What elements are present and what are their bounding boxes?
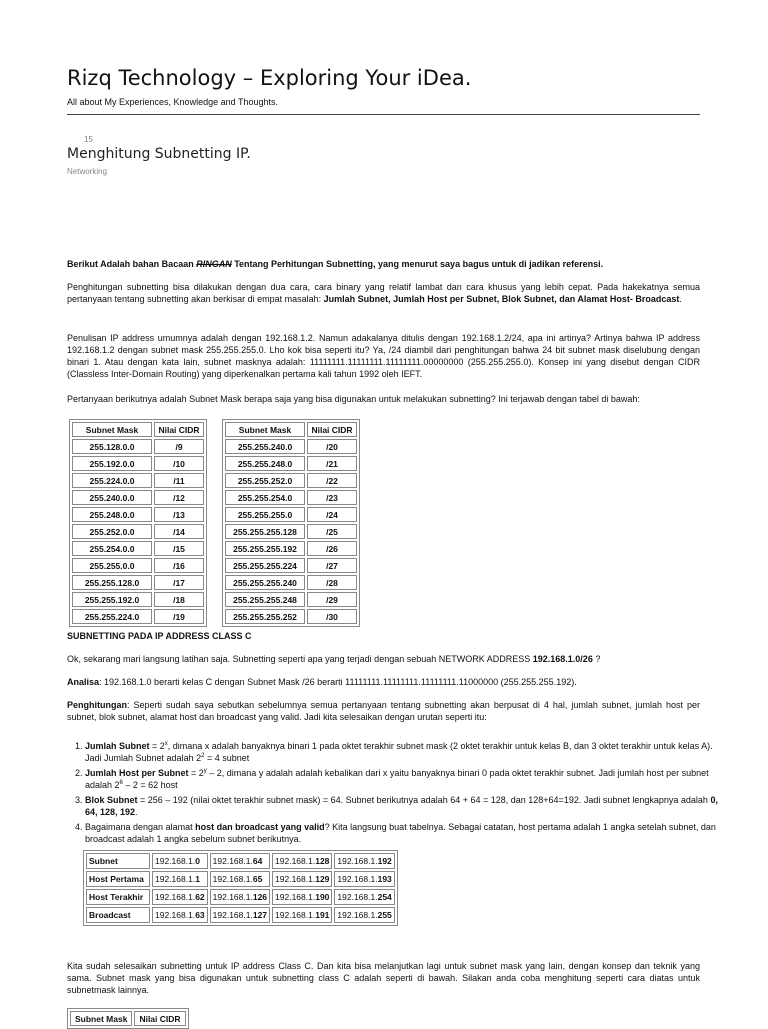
list-item: 1. Jumlah Subnet = $2^x$, dimana x adalah banyaknya binari 1 pada oktet terakhir subnet mask (2 oktet terakhir untuk kelas B, dan 3 oktet terakhir untuk kelas A). Jadi Jumlah Subnet adalah $2^2 = 4$ subnet	[85, 740, 718, 764]
cidr-cell: /27	[307, 558, 357, 573]
col-nilai-cidr: Nilai CIDR	[134, 1011, 185, 1026]
ip-last-octet: 63	[195, 910, 205, 920]
ip-last-octet: 190	[315, 892, 330, 902]
ip-cell	[334, 871, 394, 887]
ip-last-octet: 193	[377, 874, 392, 884]
ip-cell	[210, 871, 270, 887]
cidr-cell: /30	[307, 609, 357, 624]
ip-prefix: 192.168.1.	[275, 910, 316, 920]
ip-cell	[272, 871, 332, 887]
row-label: Host Pertama	[86, 871, 150, 887]
row-label: Broadcast	[86, 907, 150, 923]
ip-cell	[152, 853, 208, 869]
cidr-cell: /16	[154, 558, 204, 573]
cidr-cell: /22	[307, 473, 357, 488]
subnet-mask-cell: 255.255.240.0	[225, 439, 305, 454]
table-row	[72, 609, 204, 624]
subnet-mask-cell: 255.240.0.0	[72, 490, 152, 505]
table-row	[225, 456, 357, 471]
ip-cell	[334, 907, 394, 923]
subnet-mask-cell: 255.252.0.0	[72, 524, 152, 539]
cidr-cell: /12	[154, 490, 204, 505]
ip-cell	[152, 871, 208, 887]
cidr-table-left	[69, 419, 207, 627]
ip-prefix: 192.168.1.	[155, 892, 196, 902]
cidr-table-class-c	[67, 1008, 189, 1029]
subnet-mask-cell: 255.255.255.224	[225, 558, 305, 573]
ip-prefix: 192.168.1.	[212, 856, 253, 866]
ip-prefix: 192.168.1.	[337, 856, 378, 866]
table-row	[72, 524, 204, 539]
ip-prefix: 192.168.1.	[275, 892, 316, 902]
ip-last-octet: 62	[195, 892, 205, 902]
subnet-mask-cell: 255.254.0.0	[72, 541, 152, 556]
ip-prefix: 192.168.1.	[212, 874, 253, 884]
subnet-mask-cell: 255.255.224.0	[72, 609, 152, 624]
subnet-mask-cell: 255.255.252.0	[225, 473, 305, 488]
subnet-mask-cell: 255.248.0.0	[72, 507, 152, 522]
ip-last-octet: 254	[377, 892, 392, 902]
ip-cell	[210, 853, 270, 869]
table-row	[72, 592, 204, 607]
ip-prefix: 192.168.1.	[275, 874, 316, 884]
paragraph-7: Kita sudah selesaikan subnetting untuk IP address Class C. Dan kita bisa melanjutkan lagi untuk subnet mask yang lain, dengan konsep dan teknik yang sama. Subnet mask yang bisa digunakan untuk subnetting class C adalah seperti di bawah. Silakan anda coba menghitung seperti cara diatas untuk subnetmask lainnya.	[67, 961, 700, 995]
cidr-cell: /11	[154, 473, 204, 488]
table-row	[86, 853, 395, 869]
table-row	[72, 541, 204, 556]
col-nilai-cidr: Nilai CIDR	[154, 422, 204, 437]
table-row	[72, 558, 204, 573]
ip-prefix: 192.168.1.	[155, 856, 196, 866]
cidr-cell: /24	[307, 507, 357, 522]
ip-prefix: 192.168.1.	[212, 910, 253, 920]
cidr-cell: /21	[307, 456, 357, 471]
cidr-cell: /13	[154, 507, 204, 522]
cidr-cell: /14	[154, 524, 204, 539]
subnet-mask-cell: 255.255.0.0	[72, 558, 152, 573]
cidr-cell: /25	[307, 524, 357, 539]
subnet-mask-cell: 255.255.128.0	[72, 575, 152, 590]
ip-prefix: 192.168.1.	[155, 910, 196, 920]
cidr-cell: /17	[154, 575, 204, 590]
table-row	[225, 609, 357, 624]
subnet-mask-cell: 255.255.255.240	[225, 575, 305, 590]
host-broadcast-table	[83, 850, 398, 926]
subnet-mask-cell: 255.255.255.248	[225, 592, 305, 607]
ip-last-octet: 0	[195, 856, 200, 866]
post-title[interactable]: Menghitung Subnetting IP.	[67, 146, 251, 162]
paragraph-2: Penulisan IP address umumnya adalah dengan 192.168.1.2. Namun adakalanya ditulis dengan 192.168.1.2/24, apa ini artinya? Artinya bahwa IP address 192.168.1.2 dengan subnet mask 255.255.255.0. Lho kok bisa seperti itu? Ya, /24 diambil dari penghitungan bahwa 24 bit subnet mask diselubung dengan binari 1. Atau dengan kata lain, subnet masknya adalah: 11111111.11111111.11111111.00000000 (255.255.255.0). Konsep ini yang disebut dengan CIDR (Classless Inter-Domain Routing) yang diperkenalkan pertama kali tahun 1992 oleh IEFT.	[67, 333, 700, 379]
col-subnet-mask: Subnet Mask	[72, 422, 152, 437]
table-row	[72, 575, 204, 590]
intro-paragraph: Berikut Adalah bahan Bacaan RINGAN Tentang Perhitungan Subnetting, yang menurut saya bagus untuk di jadikan referensi.	[67, 259, 604, 269]
col-subnet-mask: Subnet Mask	[225, 422, 305, 437]
cidr-cell: /18	[154, 592, 204, 607]
ip-cell	[210, 907, 270, 923]
subnet-mask-cell: 255.224.0.0	[72, 473, 152, 488]
table-row	[225, 575, 357, 590]
steps-list	[67, 740, 718, 848]
row-label: Subnet	[86, 853, 150, 869]
ip-prefix: 192.168.1.	[337, 892, 378, 902]
post-day: 15	[84, 135, 93, 144]
cidr-cell: /9	[154, 439, 204, 454]
cidr-cell: /28	[307, 575, 357, 590]
paragraph-1: Penghitungan subnetting bisa dilakukan dengan dua cara, cara binary yang relatif lambat dan cara khusus yang lebih cepat. Pada hakekatnya semua pertanyaan tentang subnetting akan berkisar di empat masalah: Jumlah Subnet, Jumlah Host per Subnet, Blok Subnet, dan Alamat Host- Broadcast.	[67, 282, 700, 304]
ip-cell	[210, 889, 270, 905]
cidr-table-header	[72, 422, 204, 437]
ip-last-octet: 129	[315, 874, 330, 884]
section-heading-class-c: SUBNETTING PADA IP ADDRESS CLASS C	[67, 631, 252, 641]
paragraph-analisa: Analisa: 192.168.1.0 berarti kelas C dengan Subnet Mask /26 berarti 11111111.11111111.11111111.11000000 (255.255.255.192).	[67, 677, 577, 687]
col-subnet-mask: Subnet Mask	[70, 1011, 132, 1026]
table-row	[86, 871, 395, 887]
ip-prefix: 192.168.1.	[337, 910, 378, 920]
cidr-cell: /26	[307, 541, 357, 556]
ip-last-octet: 127	[252, 910, 268, 920]
ip-cell	[272, 853, 332, 869]
table-row	[225, 439, 357, 454]
cidr-cell: /10	[154, 456, 204, 471]
list-item: 2. Jumlah Host per Subnet = $2^y - 2$, dimana y adalah adalah kebalikan dari x yaitu banyaknya binari 0 pada oktet terakhir subnet. Jadi jumlah host per subnet adalah $2^6 - 2 = 62$ host	[85, 767, 718, 791]
table-row	[225, 473, 357, 488]
header-divider	[67, 114, 700, 115]
paragraph-4: Ok, sekarang mari langsung latihan saja. Subnetting seperti apa yang terjadi dengan sebuah NETWORK ADDRESS 192.168.1.0/26 ?	[67, 654, 601, 664]
subnet-mask-cell: 255.255.192.0	[72, 592, 152, 607]
table-row	[225, 592, 357, 607]
row-label: Host Terakhir	[86, 889, 150, 905]
col-nilai-cidr: Nilai CIDR	[307, 422, 357, 437]
table-row	[225, 490, 357, 505]
table-row	[72, 456, 204, 471]
cidr-cell: /20	[307, 439, 357, 454]
table-row	[225, 541, 357, 556]
ip-cell	[152, 889, 208, 905]
post-category-link[interactable]: Networking	[67, 167, 108, 176]
list-item: 3. Blok Subnet = 256 – 192 (nilai oktet terakhir subnet mask) = 64. Subnet berikutnya adalah 64 + 64 = 128, dan 128+64=192. Jadi subnet lengkapnya adalah 0, 64, 128, 192.	[85, 794, 718, 818]
ip-cell	[272, 889, 332, 905]
table-row	[86, 889, 395, 905]
ip-last-octet: 126	[252, 892, 268, 902]
cidr-table-right	[222, 419, 360, 627]
subnet-mask-cell: 255.255.255.0	[225, 507, 305, 522]
subnet-mask-cell: 255.255.248.0	[225, 456, 305, 471]
ip-prefix: 192.168.1.	[337, 874, 378, 884]
cidr-table-header	[225, 422, 357, 437]
ip-cell	[334, 889, 394, 905]
table-row	[86, 907, 395, 923]
site-title[interactable]: Rizq Technology – Exploring Your iDea.	[67, 66, 472, 90]
subnet-mask-cell: 255.255.255.128	[225, 524, 305, 539]
ip-cell	[272, 907, 332, 923]
paragraph-penghitungan: Penghitungan: Seperti sudah saya sebutkan sebelumnya semua pertanyaan tentang subnetting akan berpusat di 4 hal, jumlah subnet, jumlah host per subnet, blok subnet, alamat host dan broadcast yang valid. Jadi kita selesaikan dengan urutan seperti itu:	[67, 700, 700, 722]
table-row	[72, 507, 204, 522]
cidr-cell: /29	[307, 592, 357, 607]
ip-last-octet: 128	[315, 856, 330, 866]
paragraph-3: Pertanyaan berikutnya adalah Subnet Mask berapa saja yang bisa digunakan untuk melakukan subnetting? Ini terjawab dengan tabel di bawah:	[67, 394, 640, 404]
list-item: 4. Bagaimana dengan alamat host dan broadcast yang valid? Kita langsung buat tabelnya. Sebagai catatan, host pertama adalah 1 angka setelah subnet, dan broadcast adalah 1 angka sebelum subnet berikutnya.	[85, 821, 718, 845]
site-tagline: All about My Experiences, Knowledge and Thoughts.	[67, 97, 278, 107]
table-row	[72, 490, 204, 505]
ip-last-octet: 255	[377, 910, 392, 920]
cidr-cell: /15	[154, 541, 204, 556]
ip-last-octet: 192	[377, 856, 392, 866]
table-row	[225, 507, 357, 522]
table-row	[72, 473, 204, 488]
ip-last-octet: 65	[252, 874, 263, 884]
ip-last-octet: 1	[195, 874, 200, 884]
subnet-mask-cell: 255.192.0.0	[72, 456, 152, 471]
ip-cell	[334, 853, 394, 869]
ip-last-octet: 191	[315, 910, 330, 920]
subnet-mask-cell: 255.255.254.0	[225, 490, 305, 505]
cidr-cell: /23	[307, 490, 357, 505]
subnet-mask-cell: 255.255.255.252	[225, 609, 305, 624]
ip-prefix: 192.168.1.	[212, 892, 253, 902]
table-row	[72, 439, 204, 454]
table-row	[225, 558, 357, 573]
ip-last-octet: 64	[252, 856, 263, 866]
ip-prefix: 192.168.1.	[275, 856, 316, 866]
subnet-mask-cell: 255.128.0.0	[72, 439, 152, 454]
ip-cell	[152, 907, 208, 923]
ip-prefix: 192.168.1.	[155, 874, 196, 884]
table-row	[225, 524, 357, 539]
cidr-cell: /19	[154, 609, 204, 624]
subnet-mask-cell: 255.255.255.192	[225, 541, 305, 556]
